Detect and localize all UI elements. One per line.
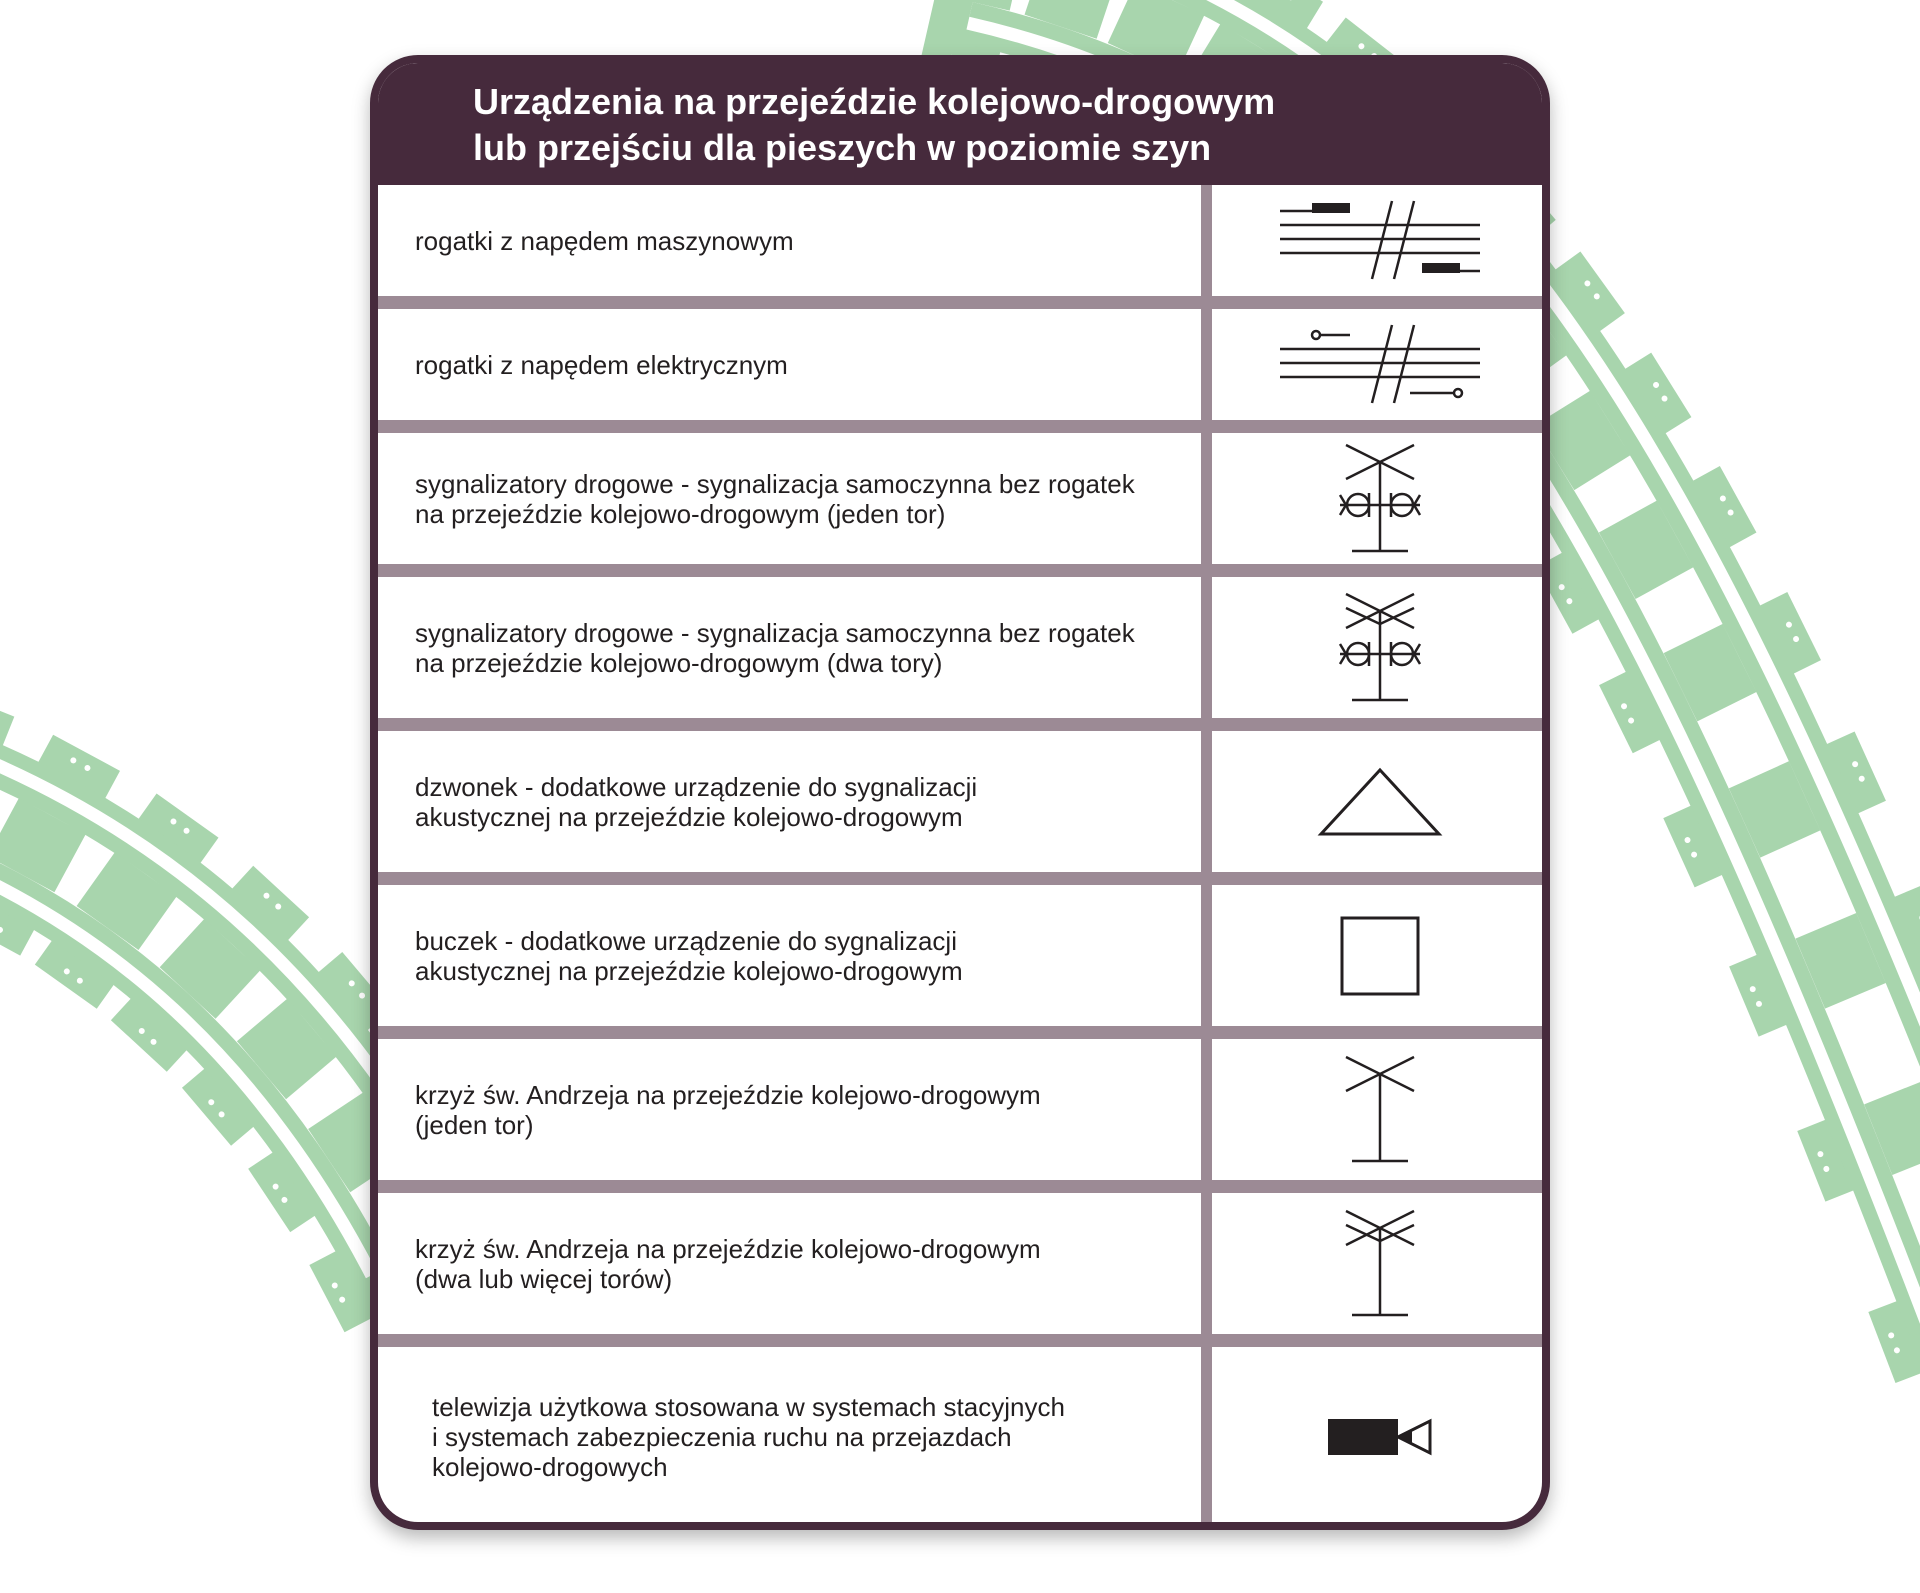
row-label: krzyż św. Andrzeja na przejeździe kolejowo-drogowym (jeden tor) (415, 1079, 1041, 1140)
st-andrews-cross-double-icon (1342, 1209, 1418, 1319)
row-divider (378, 1026, 1542, 1039)
row-label: rogatki z napędem elektrycznym (415, 349, 788, 380)
road-signal-single-track-icon (1338, 443, 1422, 555)
legend-row (378, 1039, 1542, 1180)
row-label: dzwonek - dodatkowe urządzenie do sygnalizacji akustycznej na przejeździe kolejowo-drogowym (415, 771, 978, 832)
row-label: rogatki z napędem maszynowym (415, 225, 794, 256)
legend-rows (378, 185, 1542, 1522)
row-symbol (1218, 885, 1542, 1026)
row-label: sygnalizatory drogowe - sygnalizacja samoczynna bez rogatek na przejeździe kolejowo-drogowym (dwa tory) (415, 617, 1135, 678)
card-header (378, 63, 1542, 185)
row-symbol (1218, 433, 1542, 564)
road-signal-double-track-icon (1338, 592, 1422, 704)
row-symbol (1218, 1347, 1542, 1527)
cctv-camera-icon (1328, 1417, 1432, 1457)
barrier-electric-icon (1280, 323, 1480, 407)
row-divider (378, 872, 1542, 885)
row-symbol (1218, 185, 1542, 296)
legend-row (378, 577, 1542, 718)
legend-row (378, 433, 1542, 564)
legend-row (378, 885, 1542, 1026)
row-divider (378, 718, 1542, 731)
row-divider (378, 420, 1542, 433)
row-divider (378, 564, 1542, 577)
row-label: krzyż św. Andrzeja na przejeździe kolejowo-drogowym (dwa lub więcej torów) (415, 1233, 1041, 1294)
st-andrews-cross-single-icon (1342, 1055, 1418, 1165)
row-symbol (1218, 1039, 1542, 1180)
row-symbol (1218, 731, 1542, 872)
bell-triangle-icon (1318, 767, 1442, 837)
legend-row (378, 731, 1542, 872)
row-symbol (1218, 577, 1542, 718)
row-symbol (1218, 1193, 1542, 1334)
buzzer-square-icon (1340, 916, 1420, 996)
row-symbol (1218, 309, 1542, 420)
legend-row (378, 309, 1542, 420)
legend-card (370, 55, 1550, 1530)
legend-row (378, 1193, 1542, 1334)
row-divider (378, 1180, 1542, 1193)
row-label: sygnalizatory drogowe - sygnalizacja samoczynna bez rogatek na przejeździe kolejowo-drogowym (jeden tor) (415, 468, 1135, 529)
row-label: telewizja użytkowa stosowana w systemach stacyjnych i systemach zabezpieczenia ruchu na przejazdach kolejowo-drogowych (432, 1392, 1065, 1482)
card-title: Urządzenia na przejeździe kolejowo-drogowym lub przejściu dla pieszych w poziomie szyn (473, 81, 1276, 168)
barrier-mechanical-icon (1280, 199, 1480, 283)
row-label: buczek - dodatkowe urządzenie do sygnalizacji akustycznej na przejeździe kolejowo-drogowym (415, 925, 963, 986)
row-divider (378, 296, 1542, 309)
row-divider (378, 1334, 1542, 1347)
legend-row (378, 1347, 1542, 1527)
legend-row (378, 185, 1542, 296)
